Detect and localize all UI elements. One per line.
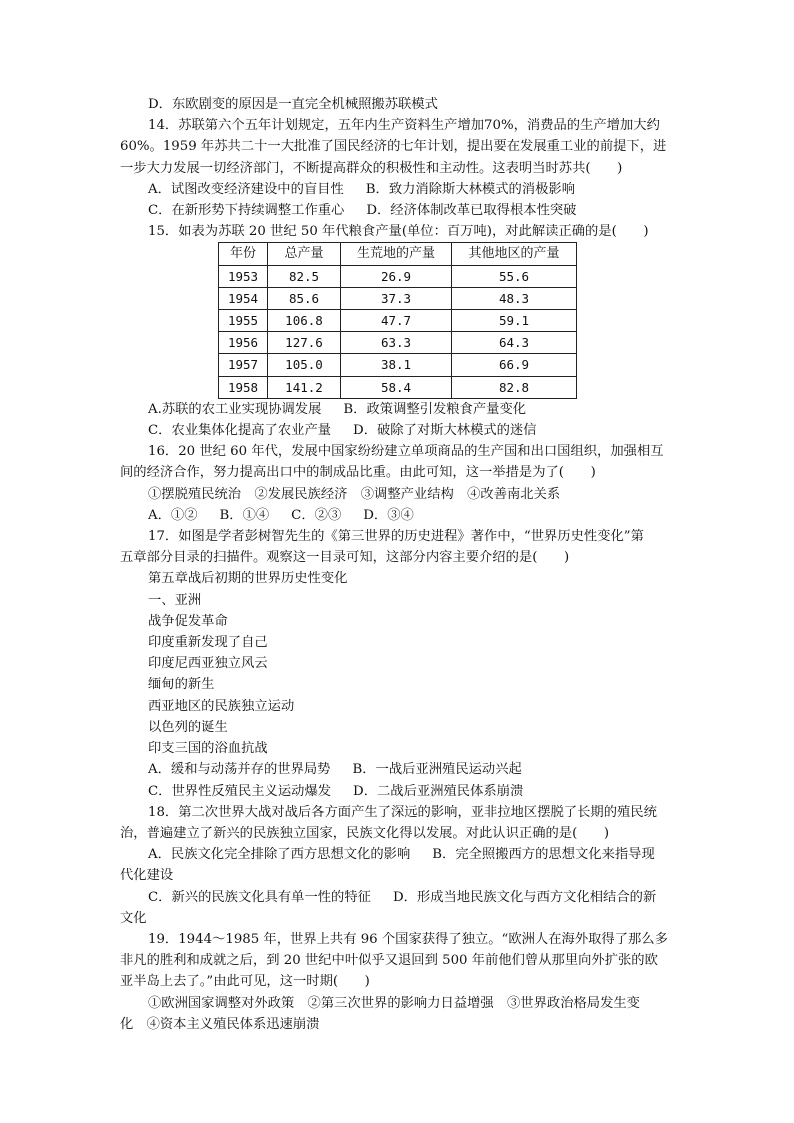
table-cell: 64.3 xyxy=(452,332,577,354)
q19-items-line-1: ①欧洲国家调整对外政策 ②第三次世界的影响力日益增强 ③世界政治格局发生变 xyxy=(148,995,640,1011)
table-cell: 55.6 xyxy=(452,265,577,287)
table-cell: 1954 xyxy=(219,287,268,309)
table-row xyxy=(219,287,577,309)
toc-item: 以色列的诞生 xyxy=(148,719,228,735)
toc-section: 一、亚洲 xyxy=(148,592,202,608)
grain-output-table xyxy=(218,242,577,398)
table-cell: 1957 xyxy=(219,354,268,376)
q16-option-b: B．①④ xyxy=(219,507,270,523)
table-row xyxy=(219,310,577,332)
table-cell: 63.3 xyxy=(341,332,452,354)
q18-option-b-line-2: 代化建设 xyxy=(120,868,174,884)
q18-option-d-line-2: 文化 xyxy=(120,910,147,926)
table-cell: 59.1 xyxy=(452,310,577,332)
table-cell: 38.1 xyxy=(341,354,452,376)
toc-item: 西亚地区的民族独立运动 xyxy=(148,698,295,714)
question-19 xyxy=(120,929,680,1035)
q17-stem-line-2: 五章部分目录的扫描件。观察这一目录可知，这部分内容主要介绍的是( ) xyxy=(120,550,570,566)
table-cell: 141.2 xyxy=(268,376,341,398)
table-cell: 26.9 xyxy=(341,265,452,287)
question-17 xyxy=(120,526,680,802)
q15-option-a: A.苏联的农工业实现协调发展 xyxy=(148,401,322,417)
q18-stem-line-2: 治，普遍建立了新兴的民族独立国家，民族文化得以发展。对此认识正确的是( ) xyxy=(120,825,610,841)
q19-stem-line-3: 亚半岛上去了。”由此可见，这一时期( ) xyxy=(120,974,370,990)
q18-stem-line-1: 18．第二次世界大战对战后各方面产生了深远的影响，亚非拉地区摆脱了长期的殖民统 xyxy=(148,804,657,820)
table-cell: 48.3 xyxy=(452,287,577,309)
table-cell: 58.4 xyxy=(341,376,452,398)
table-cell: 82.8 xyxy=(452,376,577,398)
q16-option-d: D．③④ xyxy=(363,507,414,523)
q17-table-of-contents xyxy=(120,568,680,759)
q18-option-d-line-1: D．形成当地民族文化与西方文化相结合的新 xyxy=(392,889,657,905)
q14-option-b: B．致力消除斯大林模式的消极影响 xyxy=(365,181,575,197)
table-cell: 1953 xyxy=(219,265,268,287)
q15-option-b: B．政策调整引发粮食产量变化 xyxy=(343,401,527,417)
table-cell: 105.0 xyxy=(268,354,341,376)
table-cell: 82.5 xyxy=(268,265,341,287)
toc-item: 印支三国的浴血抗战 xyxy=(148,741,268,757)
table-header-year: 年份 xyxy=(219,243,268,265)
table-cell: 66.9 xyxy=(452,354,577,376)
q13-option-d: D．东欧剧变的原因是一直完全机械照搬苏联模式 xyxy=(148,97,438,112)
toc-item: 印度尼西亚独立风云 xyxy=(148,656,268,672)
q16-items: ①摆脱殖民统治 ②发展民族经济 ③调整产业结构 ④改善南北关系 xyxy=(148,486,561,502)
table-cell: 47.7 xyxy=(341,310,452,332)
q14-option-c: C．在新形势下持续调整工作重心 xyxy=(148,203,345,219)
q15-option-d: D．破除了对斯大林模式的迷信 xyxy=(353,423,537,439)
question-16 xyxy=(120,441,680,526)
q17-option-a: A．缓和与动荡并存的世界局势 xyxy=(148,762,331,778)
table-row xyxy=(219,332,577,354)
q14-stem-line-2: 60%。1959 年苏共二十一大批准了国民经济的七年计划，提出要在发展重工业的前提下，进 xyxy=(120,139,667,155)
table-cell: 85.6 xyxy=(268,287,341,309)
q14-option-a: A．试图改变经济建设中的盲目性 xyxy=(148,181,344,197)
table-cell: 1956 xyxy=(219,332,268,354)
q16-stem-line-2: 间的经济合作，努力提高出口中的制成品比重。由此可知，这一举措是为了( ) xyxy=(120,465,596,481)
q15-option-c: C．农业集体化提高了农业产量 xyxy=(148,423,332,439)
table-header-other-regions: 其他地区的产量 xyxy=(452,243,577,265)
toc-chapter-title: 第五章战后初期的世界历史性变化 xyxy=(148,571,348,587)
q17-option-b: B．一战后亚洲殖民运动兴起 xyxy=(352,762,522,778)
table-cell: 37.3 xyxy=(341,287,452,309)
q18-option-a: A．民族文化完全排除了西方思想文化的影响 xyxy=(148,847,411,863)
q16-option-a: A．①② xyxy=(148,507,198,523)
table-row xyxy=(219,354,577,376)
toc-item: 战争促发革命 xyxy=(148,613,228,629)
q16-stem-line-1: 16．20 世纪 60 年代，发展中国家纷纷建立单项商品的生产国和出口国组织，加强相互 xyxy=(148,444,664,460)
q15-stem: 15．如表为苏联 20 世纪 50 年代粮食产量(单位：百万吨)，对此解读正确的是( ) xyxy=(148,224,649,240)
table-cell: 127.6 xyxy=(268,332,341,354)
q14-stem-line-1: 14．苏联第六个五年计划规定，五年内生产资料生产增加70%，消费品的生产增加大约 xyxy=(148,118,660,134)
question-18 xyxy=(120,802,680,929)
toc-item: 缅甸的新生 xyxy=(148,677,215,693)
q17-option-c: C．世界性反殖民主义运动爆发 xyxy=(148,783,332,799)
exam-page xyxy=(120,94,680,1035)
table-header-total: 总产量 xyxy=(268,243,341,265)
table-cell: 1958 xyxy=(219,376,268,398)
q18-option-c: C．新兴的民族文化具有单一性的特征 xyxy=(148,889,371,905)
question-14 xyxy=(120,115,680,221)
table-row xyxy=(219,376,577,398)
table-cell: 1955 xyxy=(219,310,268,332)
q17-stem-line-1: 17．如图是学者彭树智先生的《第三世界的历史进程》著作中，“世界历史性变化”第 xyxy=(148,529,644,545)
toc-item: 印度重新发现了自己 xyxy=(148,635,268,651)
q19-stem-line-2: 非凡的胜利和成就之后，到 20 世纪中叶似乎又退回到 500 年前他们曾从那里向外扩张的欧 xyxy=(120,953,658,969)
table-cell: 106.8 xyxy=(268,310,341,332)
q19-stem-line-1: 19．1944～1985 年，世界上共有 96 个国家获得了独立。“欧洲人在海外取得了那么多 xyxy=(148,931,668,947)
q16-option-c: C．②③ xyxy=(291,507,342,523)
table-row xyxy=(219,265,577,287)
question-15 xyxy=(120,221,680,441)
q17-option-d: D．二战后亚洲殖民体系崩溃 xyxy=(353,783,524,799)
q18-option-b-line-1: B．完全照搬西方的思想文化来指导现 xyxy=(432,847,655,863)
q19-items-line-2: 化 ④资本主义殖民体系迅速崩溃 xyxy=(120,1016,320,1032)
table-header-virgin-land: 生荒地的产量 xyxy=(341,243,452,265)
q14-stem-line-3: 一步大力发展一切经济部门，不断提高群众的积极性和主动性。这表明当时苏共( ) xyxy=(120,160,623,176)
q14-option-d: D．经济体制改革已取得根本性突破 xyxy=(366,203,577,219)
